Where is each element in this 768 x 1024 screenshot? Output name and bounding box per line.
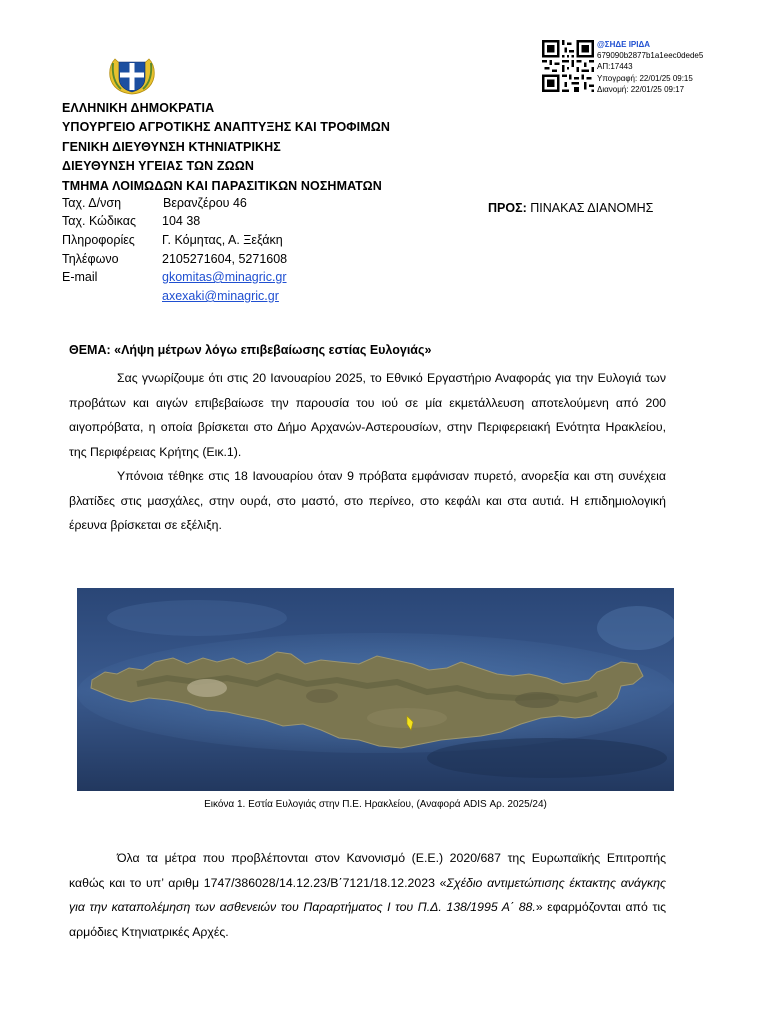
email-link-1[interactable]: gkomitas@minagric.gr [162,270,287,284]
phone-value: 2105271604, 5271608 [162,252,288,266]
recipient [488,201,653,215]
body-paragraph-2 [69,464,666,538]
email-label: E-mail [62,270,98,284]
signature-system: @ΣΗΔΕ ΙΡΙΔΑ [597,40,650,49]
postal-label: Ταχ. Κώδικας [62,214,137,228]
body-paragraph-3 [69,846,666,944]
subject-line: ΘΕΜΑ: «Λήψη μέτρων λόγω επιβεβαίωσης εστίας Ευλογιάς» [69,343,432,357]
paragraph-3-part-a: Όλα τα μέτρα που προβλέπονται στον Κανονισμό (Ε.Ε.) 2020/687 της Ευρωπαϊκής Επιτροπής καθώς και το υπ’ αριθμ 1747/386028/14.12.23/Β΄7121/18.12.2023 « [69,851,666,890]
recipient-label: ΠΡΟΣ: [488,201,527,215]
letterhead-department: ΤΜΗΜΑ ΛΟΙΜΩΔΩΝ ΚΑΙ ΠΑΡΑΣΙΤΙΚΩΝ ΝΟΣΗΜΑΤΩΝ [62,178,382,193]
letterhead-republic: ΕΛΛΗΝΙΚΗ ΔΗΜΟΚΡΑΤΙΑ [62,101,215,115]
qr-code [542,40,594,92]
figure-caption: Εικόνα 1. Εστία Ευλογιάς στην Π.Ε. Ηρακλείου, (Αναφορά ADIS Αρ. 2025/24) [204,799,547,810]
paragraph-2-text: Υπόνοια τέθηκε στις 18 Ιανουαρίου όταν 9 πρόβατα εμφάνισαν πυρετό, ανορεξία και στη συνέχεια βλατίδες στις μασχάλες, στην ουρά, στο μαστό, στο περίνεο, στο κεφάλι και στα αυτιά. Η επιδημιολογική έρευνα βρίσκεται σε εξέλιξη. [69,469,666,533]
recipient-value: ΠΙΝΑΚΑΣ ΔΙΑΝΟΜΗΣ [530,201,654,215]
address-label: Ταχ. Δ/νση [62,196,122,210]
crete-satellite-map [77,588,674,791]
signature-distributed: Διανομή: 22/01/25 09:17 [597,84,685,94]
signature-signed: Υπογραφή: 22/01/25 09:15 [597,73,693,83]
paragraph-3-text [69,846,666,944]
signature-block [597,39,703,95]
postal-value: 104 38 [162,214,201,228]
email-link-2[interactable]: axexaki@minagric.gr [162,289,279,303]
address-value: Βερανζέρου 46 [163,196,247,210]
phone-label: Τηλέφωνο [62,252,119,266]
paragraph-1-text: Σας γνωρίζουμε ότι στις 20 Ιανουαρίου 2025, το Εθνικό Εργαστήριο Αναφοράς για την Ευλογιά των προβάτων και αιγών επιβεβαίωσε την παρουσία του ιού σε μία εκμετάλλευση αποτελούμενη από 200 αιγοπρόβατα, η οποία βρίσκεται στο Δήμο Αρχανών-Αστερουσίων, στην Περιφερειακή Ενότητα Ηρακλείου, της Περιφέρειας Κρήτης (Εικ.1). [69,371,666,459]
body-paragraph-1 [69,366,666,464]
letterhead [62,99,390,196]
letterhead-general-directorate: ΓΕΝΙΚΗ ΔΙΕΥΘΥΝΣΗ ΚΤΗΝΙΑΤΡΙΚΗΣ [62,139,281,154]
info-label: Πληροφορίες [62,233,135,247]
state-emblem-icon [105,53,159,95]
letterhead-ministry: ΥΠΟΥΡΓΕΙΟ ΑΓΡΟΤΙΚΗΣ ΑΝΑΠΤΥΞΗΣ ΚΑΙ ΤΡΟΦΙΜΩΝ [62,120,390,135]
paragraph-3-part-b: » εφαρμόζονται από τις αρμόδιες Κτηνιατρικές Αρχές. [69,900,666,939]
signature-protocol: ΑΠ:17443 [597,62,633,72]
paragraph-3-plan-title: Σχέδιο αντιμετώπισης έκτακτης ανάγκης για την καταπολέμηση των ασθενειών του Παραρτήματος Ι του Π.Δ. 138/1995 Α΄ 88. [69,875,666,915]
letterhead-directorate: ΔΙΕΥΘΥΝΣΗ ΥΓΕΙΑΣ ΤΩΝ ΖΩΩΝ [62,159,254,174]
signature-hash: 679090b2877b1a1eec0dede5 [597,51,704,61]
info-value: Γ. Κόμητας, Α. Ξεξάκη [162,233,283,247]
